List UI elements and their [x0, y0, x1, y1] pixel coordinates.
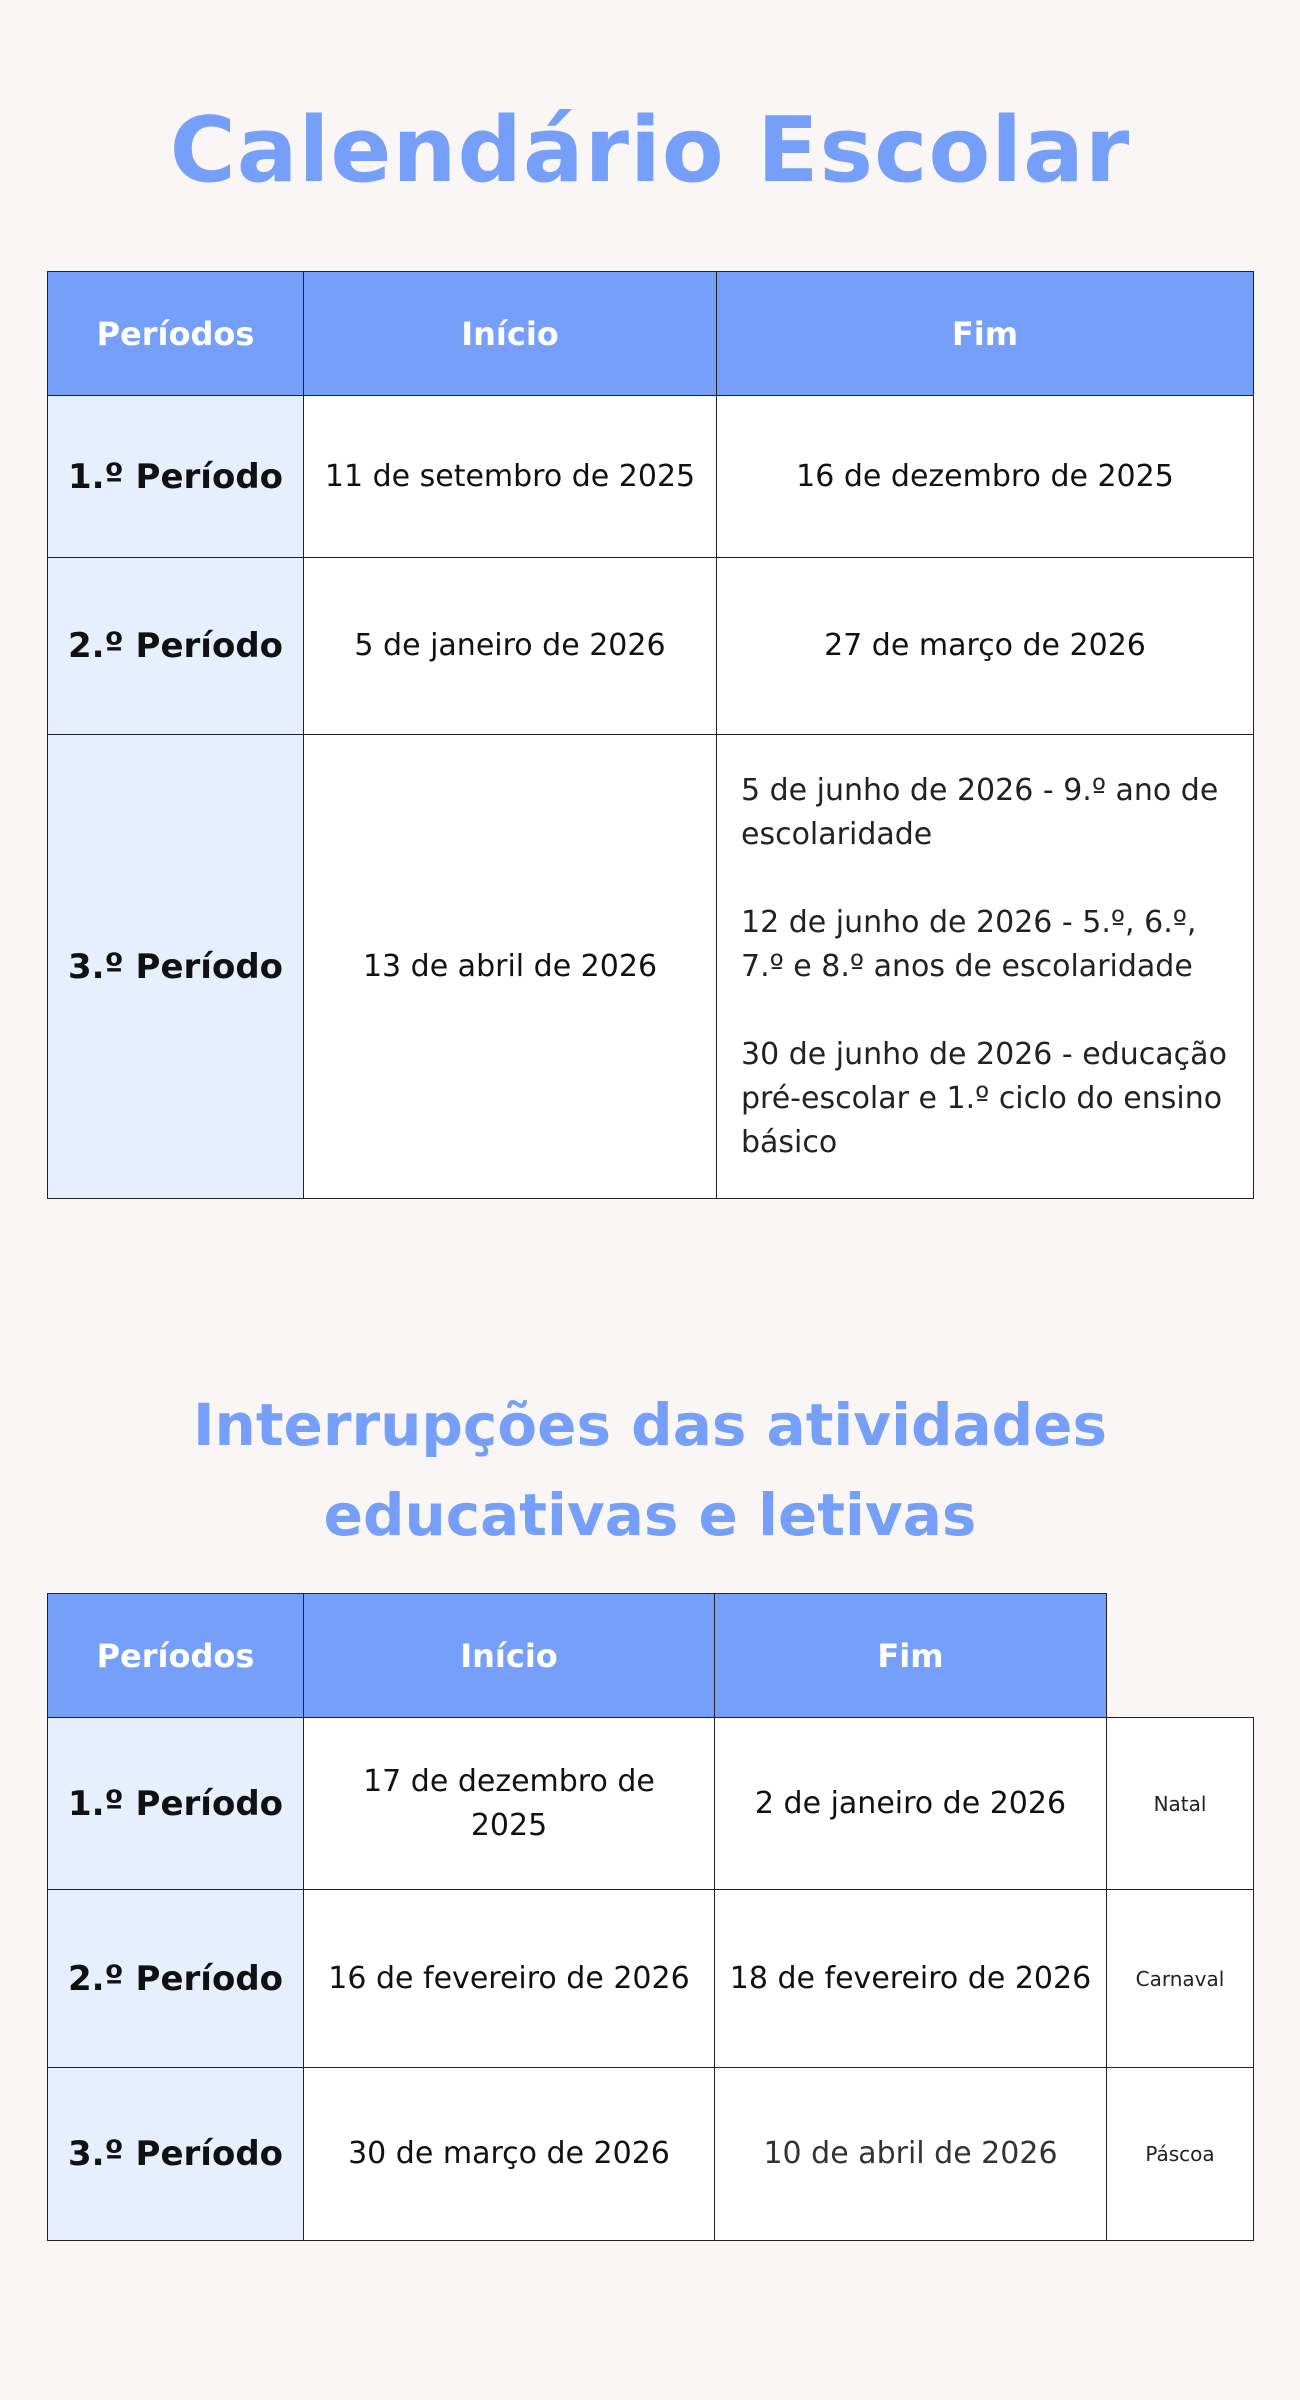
header-periods: Períodos	[48, 1594, 304, 1718]
table-header-row	[48, 1594, 1254, 1718]
header-start: Início	[304, 1594, 715, 1718]
interruptions-table	[47, 1593, 1254, 2241]
period-label: 2.º Período	[48, 1890, 304, 2068]
end-date-list	[717, 735, 1254, 1199]
school-calendar-table	[47, 271, 1254, 1199]
end-date-item: 5 de junho de 2026 - 9.º ano de escolaridade	[741, 772, 1219, 852]
header-start: Início	[304, 272, 717, 396]
break-name: Páscoa	[1107, 2068, 1254, 2241]
table-row	[48, 2068, 1254, 2241]
start-date: 17 de dezembro de 2025	[304, 1718, 715, 1890]
header-end: Fim	[717, 272, 1254, 396]
end-date: 27 de março de 2026	[717, 558, 1254, 735]
period-label: 1.º Período	[48, 1718, 304, 1890]
end-date: 16 de dezembro de 2025	[717, 396, 1254, 558]
period-label: 3.º Período	[48, 735, 304, 1199]
table-row	[48, 558, 1254, 735]
break-name: Natal	[1107, 1718, 1254, 1890]
header-periods: Períodos	[48, 272, 304, 396]
section-title: Interrupções das atividades educativas e letivas	[192, 1391, 1108, 1549]
start-date: 16 de fevereiro de 2026	[304, 1890, 715, 2068]
start-date: 5 de janeiro de 2026	[304, 558, 717, 735]
end-date: 18 de fevereiro de 2026	[715, 1890, 1107, 2068]
end-date: 2 de janeiro de 2026	[715, 1718, 1107, 1890]
header-end: Fim	[715, 1594, 1107, 1718]
header-spacer	[1107, 1594, 1254, 1718]
start-date: 11 de setembro de 2025	[304, 396, 717, 558]
page-title: Calendário Escolar	[169, 98, 1131, 203]
break-name: Carnaval	[1107, 1890, 1254, 2068]
start-date: 13 de abril de 2026	[304, 735, 717, 1199]
table-row	[48, 1718, 1254, 1890]
end-date-item: 12 de junho de 2026 - 5.º, 6.º, 7.º e 8.º anos de escolaridade	[741, 904, 1197, 984]
period-label: 2.º Período	[48, 558, 304, 735]
start-date: 30 de março de 2026	[304, 2068, 715, 2241]
table-row	[48, 1890, 1254, 2068]
end-date-item: 30 de junho de 2026 - educação pré-escolar e 1.º ciclo do ensino básico	[741, 1036, 1227, 1160]
table-row	[48, 735, 1254, 1199]
table-header-row	[48, 272, 1254, 396]
table-row	[48, 396, 1254, 558]
period-label: 3.º Período	[48, 2068, 304, 2241]
period-label: 1.º Período	[48, 396, 304, 558]
end-date: 10 de abril de 2026	[715, 2068, 1107, 2241]
